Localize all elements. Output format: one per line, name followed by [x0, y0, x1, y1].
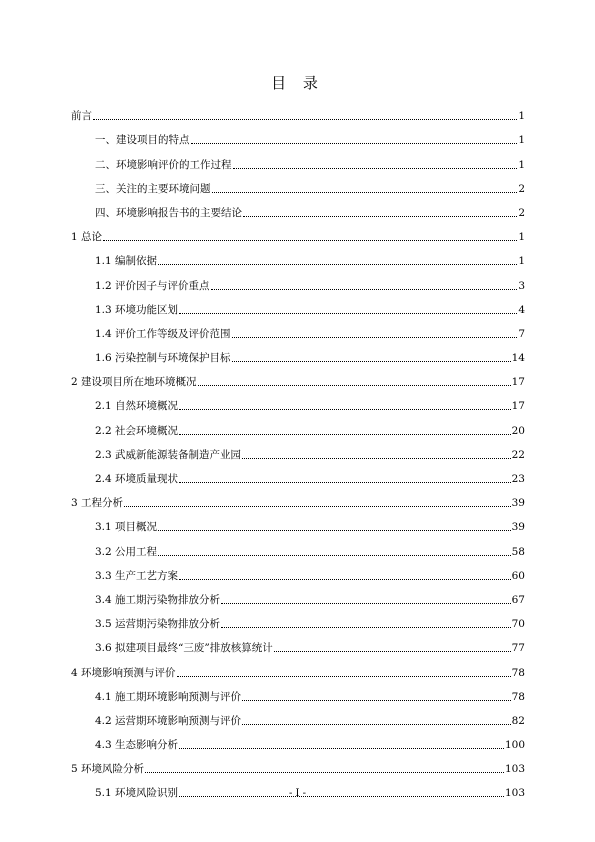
toc-entry-label: 前言	[71, 110, 92, 123]
toc-entry-page: 1	[518, 158, 525, 171]
toc-entry[interactable]	[71, 341, 525, 365]
toc-dot-leader	[221, 602, 511, 604]
toc-entry-label: 1 总论	[71, 231, 103, 244]
toc-dot-leader	[242, 723, 511, 725]
toc-entry[interactable]	[71, 365, 525, 389]
toc-dot-leader	[198, 384, 511, 386]
toc-entry-label: 2.1 自然环境概况	[95, 400, 179, 413]
toc-entry-label: 二、环境影响评价的工作过程	[95, 158, 232, 171]
toc-entry-label: 2.3 武威新能源装备制造产业园	[95, 448, 242, 461]
toc-entry[interactable]	[71, 389, 525, 413]
toc-entry[interactable]	[71, 268, 525, 292]
toc-entry-label: 2.2 社会环境概况	[95, 424, 179, 437]
toc-entry-page: 1	[518, 110, 525, 123]
toc-dot-leader	[211, 288, 518, 290]
toc-entry-page: 103	[504, 763, 525, 776]
toc-entry-label: 5 环境风险分析	[71, 763, 145, 776]
page-number: - I -	[288, 788, 307, 799]
toc-dot-leader	[103, 239, 517, 241]
toc-dot-leader	[179, 408, 511, 410]
toc-entry-page: 7	[518, 327, 525, 340]
toc-dot-leader	[145, 771, 504, 773]
toc-entry-label: 4.1 施工期环境影响预测与评价	[95, 690, 242, 703]
toc-dot-leader	[191, 142, 518, 144]
toc-dot-leader	[179, 433, 511, 435]
toc-entry-label: 3.5 运营期污染物排放分析	[95, 618, 221, 631]
toc-dot-leader	[212, 191, 518, 193]
toc-dot-leader	[93, 118, 517, 120]
toc-entry-page: 2	[518, 206, 525, 219]
toc-entry-page: 67	[511, 593, 525, 606]
toc-entry-label: 四、环境影响报告书的主要结论	[95, 206, 242, 219]
toc-entry-page: 70	[511, 618, 525, 631]
toc-entry-page: 20	[511, 424, 525, 437]
toc-dot-leader	[242, 457, 511, 459]
toc-entry-page: 58	[511, 545, 525, 558]
toc-entry-label: 1.2 评价因子与评价重点	[95, 279, 210, 292]
toc-entry[interactable]	[71, 123, 525, 147]
toc-entry[interactable]	[71, 559, 525, 583]
toc-entry-label: 4.2 运营期环境影响预测与评价	[95, 714, 242, 727]
toc-entry[interactable]	[71, 317, 525, 341]
toc-entry[interactable]	[71, 510, 525, 534]
toc-entry[interactable]	[71, 99, 525, 123]
toc-entry-page: 60	[511, 569, 525, 582]
toc-entry[interactable]	[71, 486, 525, 510]
toc-entry-label: 3.2 公用工程	[95, 545, 158, 558]
toc-entry-page: 17	[511, 400, 525, 413]
toc-entry-label: 5.1 环境风险识别	[95, 787, 179, 800]
toc-dot-leader	[158, 529, 511, 531]
toc-dot-leader	[124, 505, 511, 507]
toc-entry[interactable]	[71, 438, 525, 462]
toc-entry-page: 39	[511, 521, 525, 534]
toc-entry[interactable]	[71, 631, 525, 655]
toc-entry-label: 3.1 项目概况	[95, 521, 158, 534]
toc-entry-label: 1.4 评价工作等级及评价范围	[95, 327, 231, 340]
toc-dot-leader	[232, 336, 518, 338]
toc-entry-label: 3.3 生产工艺方案	[95, 569, 179, 582]
toc-entry[interactable]	[71, 147, 525, 171]
toc-entry[interactable]	[71, 583, 525, 607]
toc-dot-leader	[179, 312, 517, 314]
toc-entry[interactable]	[71, 462, 525, 486]
toc-entry-page: 39	[511, 497, 525, 510]
toc-dot-leader	[242, 699, 511, 701]
toc-entry[interactable]	[71, 196, 525, 220]
page-title: 目 录	[271, 74, 324, 92]
toc-entry[interactable]	[71, 220, 525, 244]
toc-entry-label: 1.6 污染控制与环境保护目标	[95, 352, 231, 365]
toc-entry-page: 1	[518, 255, 525, 268]
toc-entry-page: 2	[518, 182, 525, 195]
toc-entry-label: 3.6 拟建项目最终“三废”排放核算统计	[95, 642, 273, 655]
toc-entry-page: 103	[504, 787, 525, 800]
toc-entry-page: 22	[511, 448, 525, 461]
toc-entry-page: 100	[504, 739, 525, 752]
toc-dot-leader	[233, 167, 518, 169]
toc-dot-leader	[221, 626, 511, 628]
toc-dot-leader	[179, 481, 511, 483]
toc-entry-page: 82	[511, 714, 525, 727]
toc-entry-page: 3	[518, 279, 525, 292]
toc-dot-leader	[179, 747, 504, 749]
toc-dot-leader	[243, 215, 517, 217]
toc-entry-page: 78	[511, 666, 525, 679]
toc-entry-page: 14	[511, 352, 525, 365]
toc-entry-page: 4	[518, 303, 525, 316]
toc-entry-label: 一、建设项目的特点	[95, 134, 190, 147]
toc-dot-leader	[232, 360, 511, 362]
toc-entry-label: 1.1 编制依据	[95, 255, 158, 268]
toc-entry[interactable]	[71, 680, 525, 704]
toc-entry-page: 17	[511, 376, 525, 389]
toc-entry-label: 4.3 生态影响分析	[95, 739, 179, 752]
toc-dot-leader	[177, 675, 511, 677]
toc-entry-page: 23	[511, 473, 525, 485]
toc-entry[interactable]	[71, 172, 525, 196]
toc-entry[interactable]	[71, 607, 525, 631]
toc-dot-leader	[179, 578, 511, 580]
toc-dot-leader	[158, 263, 517, 265]
toc-entry[interactable]	[71, 655, 525, 679]
toc-dot-leader	[158, 554, 511, 556]
toc-entry-label: 2 建设项目所在地环境概况	[71, 376, 197, 389]
toc-entry[interactable]	[71, 752, 525, 776]
toc-entry[interactable]	[71, 413, 525, 437]
toc-entry[interactable]	[71, 293, 525, 317]
table-of-contents	[71, 99, 525, 800]
toc-entry-label: 2.4 环境质量现状	[95, 473, 179, 485]
toc-entry[interactable]	[71, 728, 525, 752]
toc-dot-leader	[274, 650, 511, 652]
toc-entry-page: 1	[518, 134, 525, 147]
toc-entry-page: 77	[511, 642, 525, 655]
toc-entry-label: 3.4 施工期污染物排放分析	[95, 593, 221, 606]
toc-entry-page: 1	[518, 231, 525, 244]
toc-entry[interactable]	[71, 704, 525, 728]
toc-entry[interactable]	[71, 244, 525, 268]
toc-entry[interactable]	[71, 534, 525, 558]
toc-entry-label: 三、关注的主要环境问题	[95, 182, 211, 195]
toc-entry-label: 1.3 环境功能区划	[95, 303, 179, 316]
toc-entry-label: 4 环境影响预测与评价	[71, 666, 176, 679]
toc-entry-label: 3 工程分析	[71, 497, 124, 510]
toc-entry-page: 78	[511, 690, 525, 703]
